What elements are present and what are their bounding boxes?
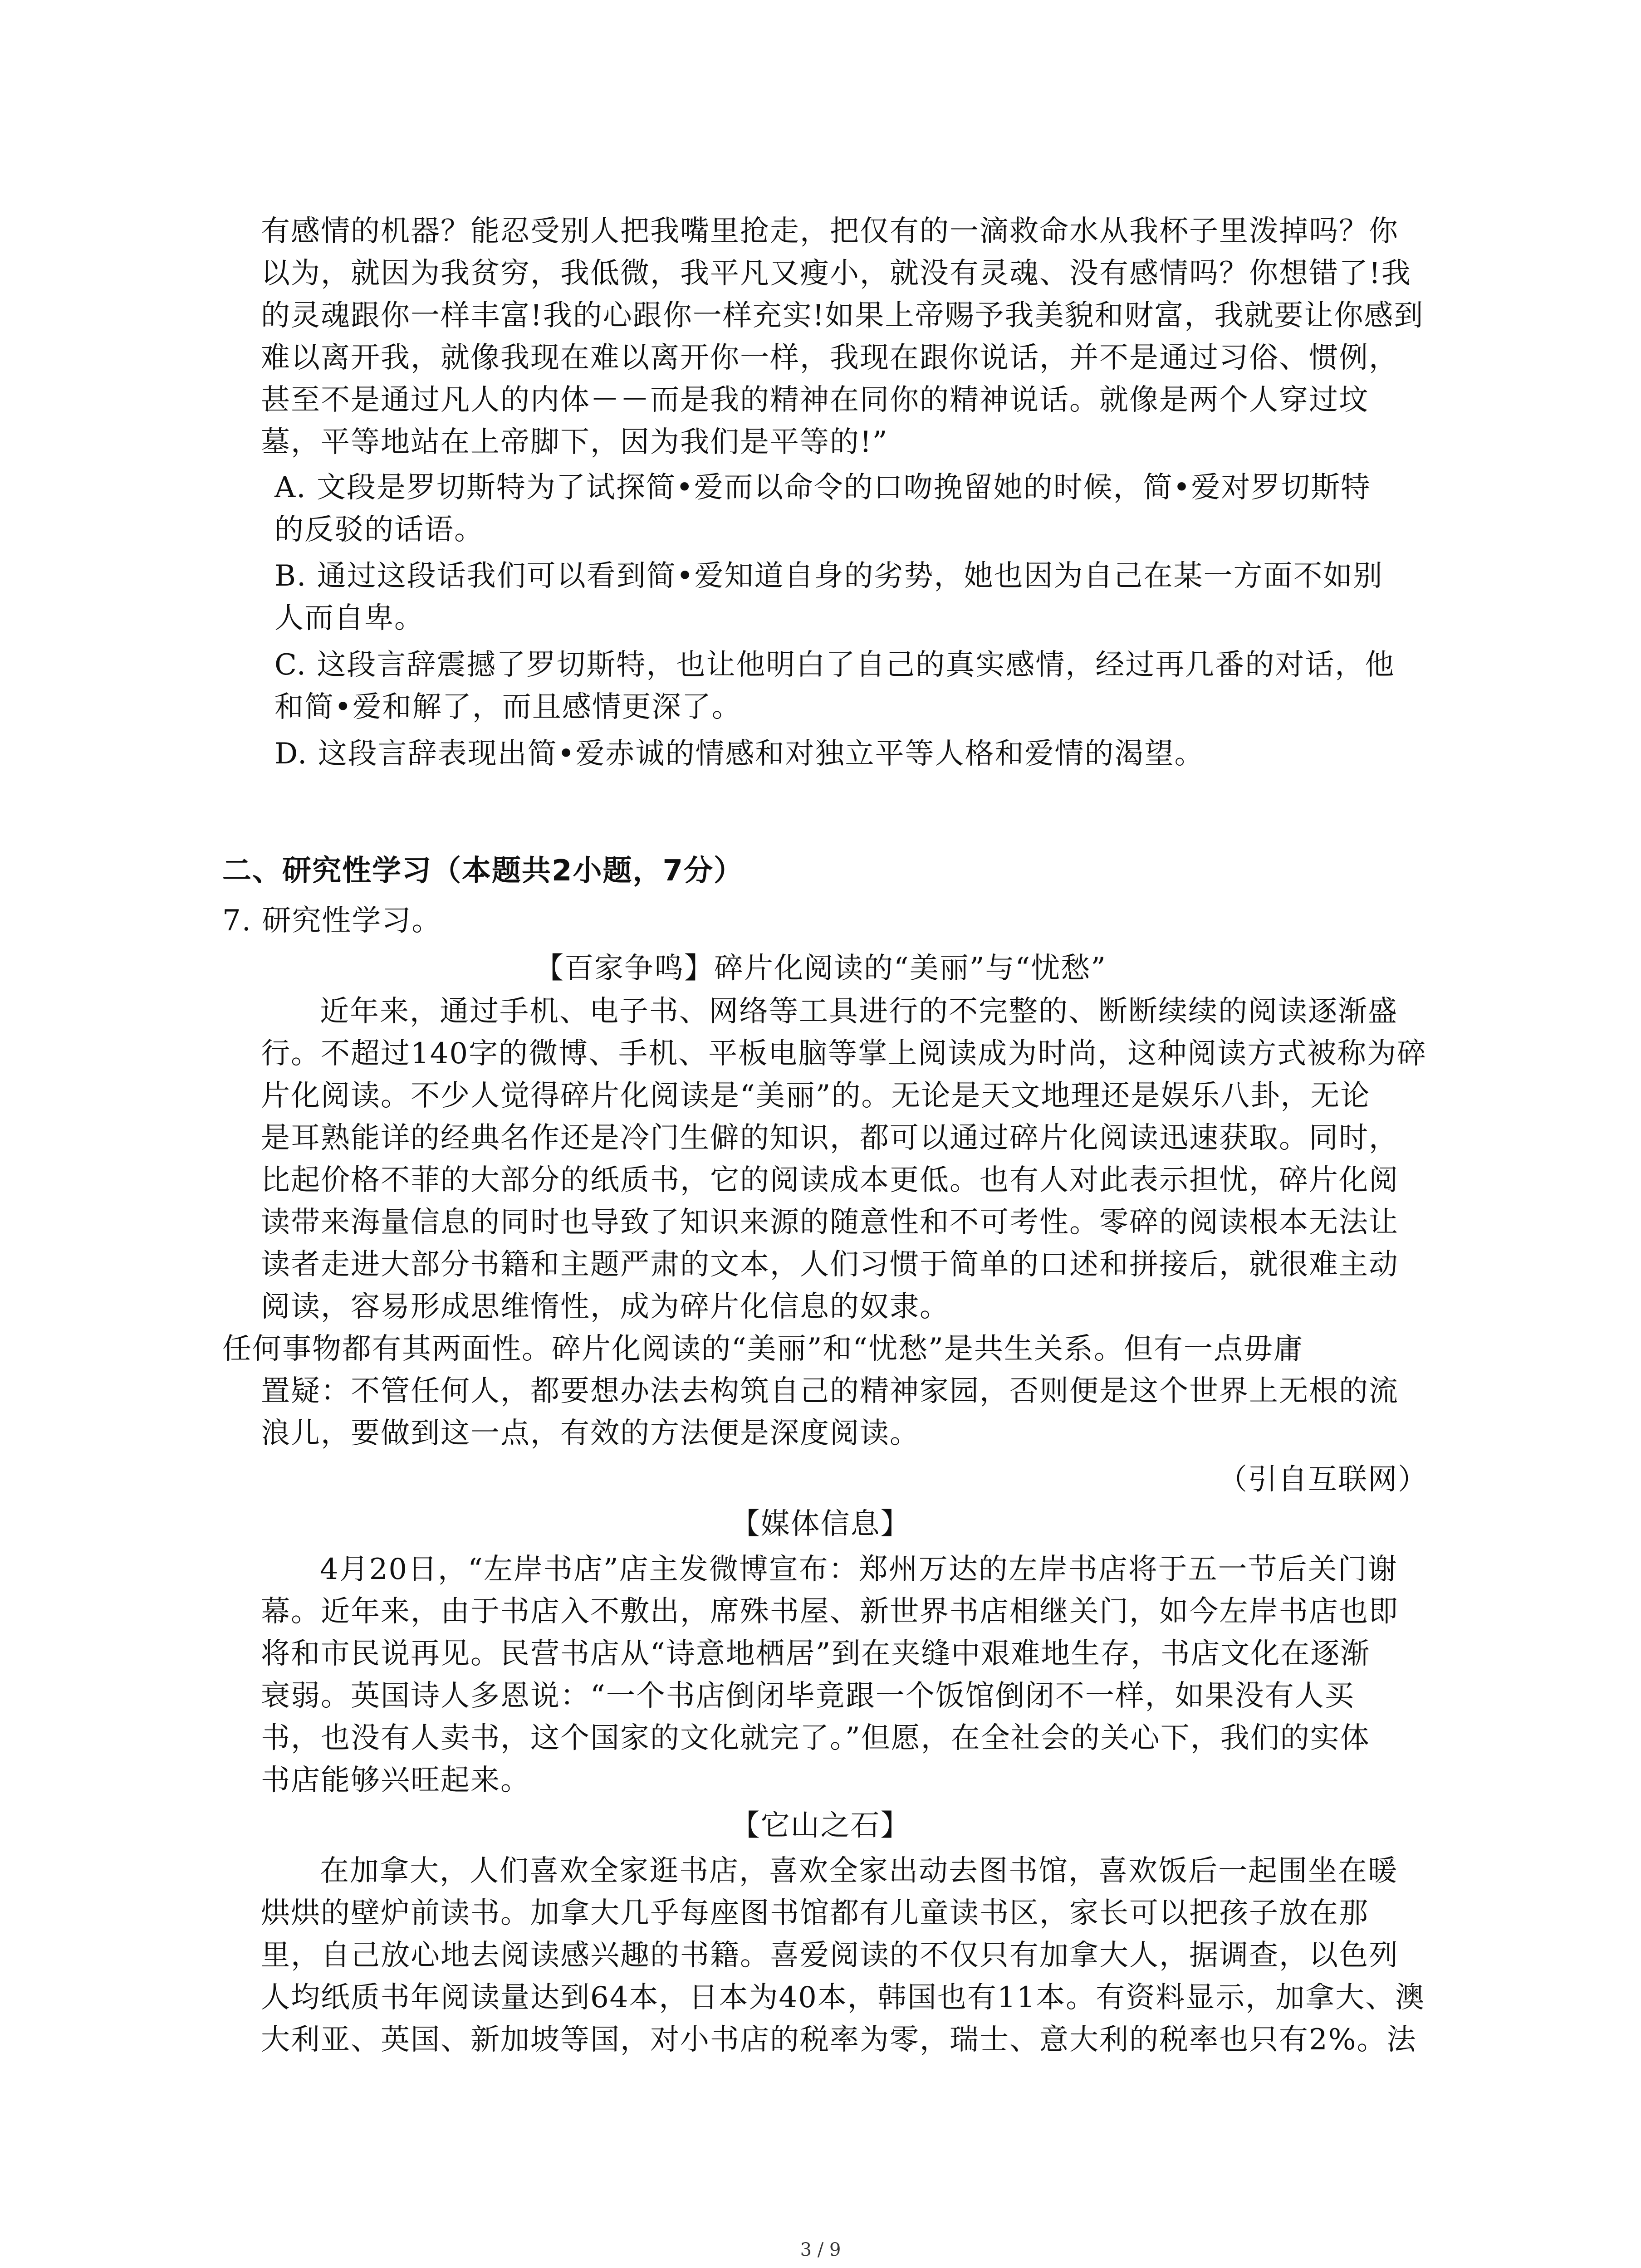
body-line: 书，也没有人卖书，这个国家的文化就完了。”但愿，在全社会的关心下，我们的实体 [261,1721,1370,1755]
body-line: 比起价格不菲的大部分的纸质书，它的阅读成本更低。也有人对此表示担忧，碎片化阅 [261,1163,1399,1197]
body-line: 置疑：不管任何人，都要想办法去构筑自己的精神家园，否则便是这个世界上无根的流 [261,1374,1399,1408]
option-d-line1: D. 这段言辞表现出简•爱赤诚的情感和对独立平等人格和爱情的渴望。 [274,737,1205,771]
body-line: 4月20日，“左岸书店”店主发微博宣布：郑州万达的左岸书店将于五一节后关门谢 [320,1553,1398,1586]
body-line: 大利亚、英国、新加坡等国，对小书店的税率为零，瑞士、意大利的税率也只有2%。法 [261,2023,1417,2057]
body-line: 在加拿大，人们喜欢全家逛书店，喜欢全家出动去图书馆，喜欢饭后一起围坐在暖 [320,1854,1398,1888]
page-number: 3 / 9 [800,2239,841,2260]
passage-line: 墓，平等地站在上帝脚下，因为我们是平等的!” [261,425,888,459]
question-title: 7. 研究性学习。 [222,904,442,938]
option-a-line1: A. 文段是罗切斯特为了试探简•爱而以命令的口吻挽留她的时候，简•爱对罗切斯特 [274,471,1371,504]
body-line: 是耳熟能详的经典名作还是冷门生僻的知识，都可以通过碎片化阅读迅速获取。同时， [261,1121,1399,1155]
body-line: 人均纸质书年阅读量达到64本，日本为40本，韩国也有11本。有资料显示，加拿大、澳 [261,1981,1425,2014]
body-line: 浪儿，要做到这一点，有效的方法便是深度阅读。 [261,1417,920,1450]
body-line: 衰弱。英国诗人多恩说：“一个书店倒闭毕竟跟一个饭馆倒闭不一样，如果没有人买 [261,1679,1355,1713]
body-line: 烘烘的壁炉前读书。加拿大几乎每座图书馆都有儿童读书区，家长可以把孩子放在那 [261,1897,1369,1930]
passage-line: 的灵魂跟你一样丰富!我的心跟你一样充实!如果上帝赐予我美貌和财富，我就要让你感到 [261,299,1424,332]
option-c-line2: 和简•爱和解了，而且感情更深了。 [274,690,742,724]
body-line: 阅读，容易形成思维惰性，成为碎片化信息的奴隶。 [261,1290,950,1324]
part-title-media: 【媒体信息】 [730,1507,911,1541]
option-c-line1: C. 这段言辞震撼了罗切斯特，也让他明白了自己的真实感情，经过再几番的对话，他 [274,648,1395,682]
passage-line: 有感情的机器？能忍受别人把我嘴里抢走，把仅有的一滴救命水从我杯子里泼掉吗？你 [261,215,1399,248]
part-title-baijia: 【百家争鸣】碎片化阅读的“美丽”与“忧愁” [534,952,1107,985]
body-line: 读带来海量信息的同时也导致了知识来源的随意性和不可考性。零碎的阅读根本无法让 [261,1206,1399,1239]
body-line: 书店能够兴旺起来。 [261,1764,530,1797]
passage-line: 以为，就因为我贫穷，我低微，我平凡又瘦小，就没有灵魂、没有感情吗？你想错了!我 [261,257,1411,290]
source-note: （引自互联网） [1218,1463,1428,1496]
option-a-line2: 的反驳的话语。 [274,513,484,547]
body-line: 读者走进大部分书籍和主题严肃的文本，人们习惯于简单的口述和拼接后，就很难主动 [261,1248,1399,1281]
option-b-line1: B. 通过这段话我们可以看到简•爱知道自身的劣势，她也因为自己在某一方面不如别 [274,559,1383,593]
part-title-tashan: 【它山之石】 [730,1809,911,1843]
passage-line: 难以离开我，就像我现在难以离开你一样，我现在跟你说话，并不是通过习俗、惯例， [261,341,1399,375]
body-line: 将和市民说再见。民营书店从“诗意地栖居”到在夹缝中艰难地生存，书店文化在逐渐 [261,1637,1371,1671]
passage-line: 甚至不是通过凡人的内体－－而是我的精神在同你的精神说话。就像是两个人穿过坟 [261,383,1369,417]
option-b-line2: 人而自卑。 [274,601,424,635]
body-line: 幕。近年来，由于书店入不敷出，席殊书屋、新世界书店相继关门，如今左岸书店也即 [261,1595,1399,1628]
body-line: 行。不超过140字的微博、手机、平板电脑等掌上阅读成为时尚，这种阅读方式被称为碎 [261,1037,1427,1070]
body-line: 任何事物都有其两面性。碎片化阅读的“美丽”和“忧愁”是共生关系。但有一点毋庸 [222,1332,1303,1366]
body-line: 近年来，通过手机、电子书、网络等工具进行的不完整的、断断续续的阅读逐渐盛 [320,995,1398,1028]
body-line: 片化阅读。不少人觉得碎片化阅读是“美丽”的。无论是天文地理还是娱乐八卦，无论 [261,1079,1371,1113]
body-line: 里，自己放心地去阅读感兴趣的书籍。喜爱阅读的不仅只有加拿大人，据调查，以色列 [261,1939,1399,1972]
section-heading: 二、研究性学习（本题共2小题，7分） [222,854,744,888]
